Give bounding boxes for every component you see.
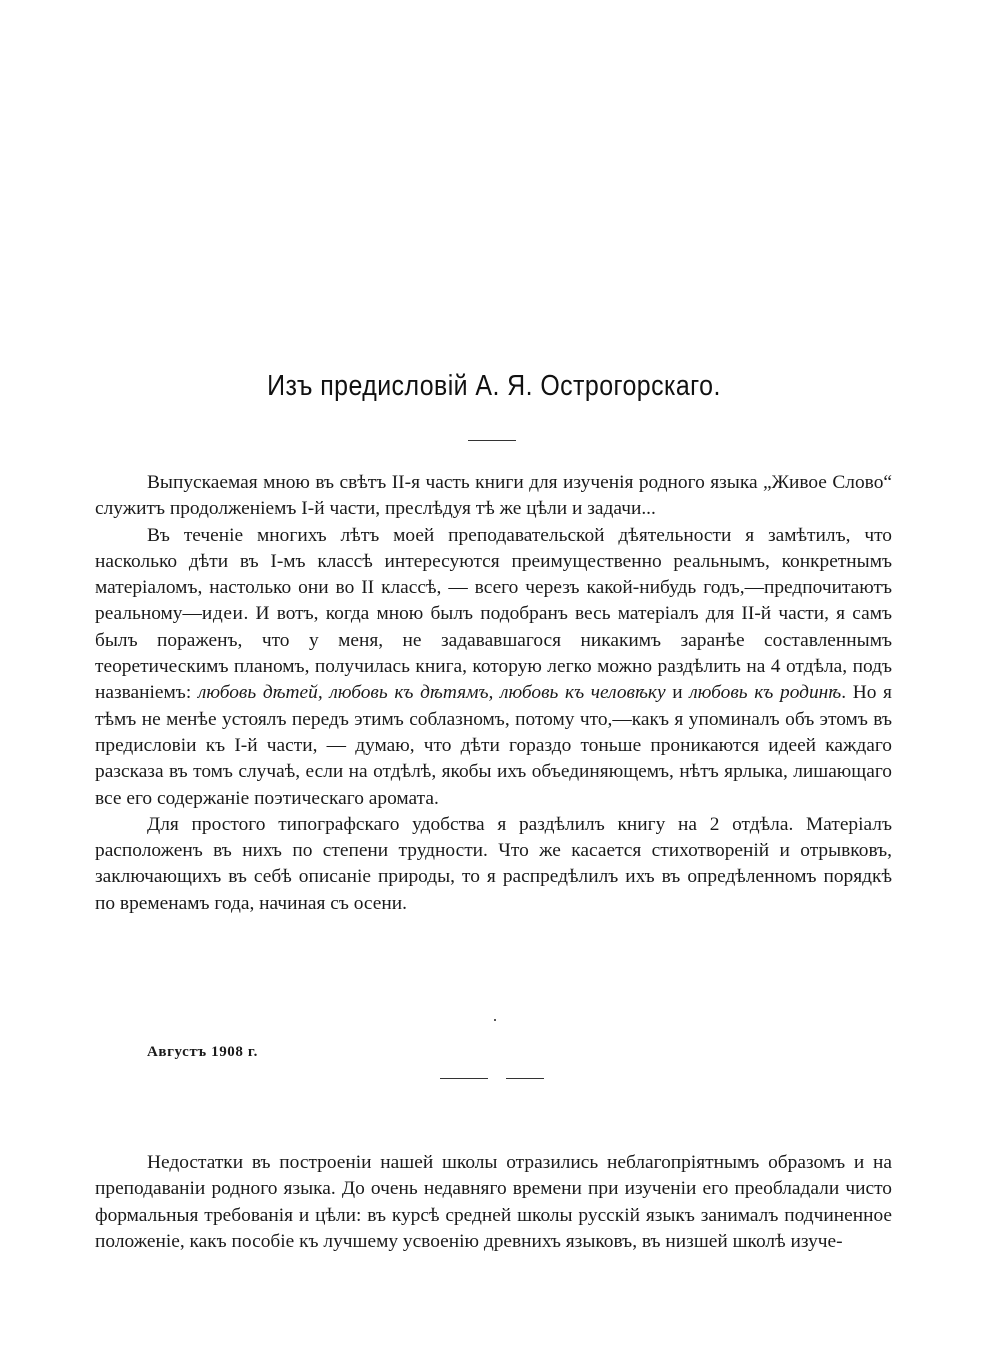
preface-paragraph-2	[95, 523, 892, 812]
date-separator-right	[506, 1078, 544, 1079]
preface-paragraph-3: Для простого типографскаго удобства я раздѣлилъ книгу на 2 отдѣла. Матеріалъ расположенъ въ нихъ по степени трудности. Что же касается стихотвореній и отрывковъ, заключающихъ въ себѣ описаніе природы, то я распредѣлилъ ихъ въ опредѣленномъ порядкѣ по временамъ года, начиная съ осени.	[95, 813, 892, 914]
preface-text	[95, 470, 892, 917]
preface-paragraph-1: Выпускаемая мною въ свѣтъ II-я часть книги для изученія родного языка „Живое Слово“ служитъ продолженіемъ I-й части, преслѣдуя тѣ же цѣли и задачи...	[95, 472, 892, 520]
preface-paragraph-2-part-b: . И вотъ, когда мною былъ подобранъ весь матеріалъ для II-й части, я самъ былъ пораженъ, что у меня, не задававшагося никакимъ заранѣе составленнымъ теоретическимъ планомъ, получилась книга, которую легко можно раздѣлить на 4 отдѣла, подъ названіемъ:	[95, 603, 892, 704]
second-preface-paragraph-1: Недостатки въ построеніи нашей школы отразились неблагопріятнымъ образомъ и на преподаваніи родного языка. До очень недавняго времени при изученіи его преобладали чисто формальныя требованія и цѣли: въ курсѣ средней школы русскій языкъ занималъ подчиненное положеніе, какъ пособіе къ лучшему усвоенію древнихъ языковъ, въ низшей школѣ изуче-	[95, 1152, 892, 1252]
preface-paragraph-2-part-c: . Но я тѣмъ не менѣе устоялъ передъ этимъ соблазномъ, потому что,—какъ я упоминалъ объ этомъ въ предисловіи къ I-й части, — думаю, что дѣти гораздо тоньше проникаются идеей каждаго разсказа въ томъ случаѣ, если на отдѣлѣ, якобы ихъ объединяющемъ, нѣтъ ярлыка, лишающаго все его содержаніе поэтическаго аромата.	[95, 682, 892, 809]
italic-section-names: любовь дѣтей, любовь къ дѣтямъ, любовь къ человѣку	[197, 682, 666, 704]
preface-date: Августъ 1908 г.	[147, 1044, 258, 1060]
emphasis-idei: идеи	[201, 603, 244, 625]
section-title: Изъ предисловій А. Я. Острогорскаго.	[267, 370, 721, 402]
italic-love-homeland: любовь къ родинѣ	[689, 682, 842, 704]
date-separator-left	[440, 1078, 488, 1079]
preface-paragraph-2-part-a: Въ теченіе многихъ лѣтъ моей преподавательской дѣятельности я замѣтилъ, что насколько дѣти въ I-мъ классѣ интересуются преимущественно реальнымъ, конкретнымъ матеріаломъ, настолько они во II классѣ, — всего черезъ какой-нибудь годъ,—предпочитаютъ реальному—	[95, 524, 892, 625]
preface-paragraph-2-and: и	[665, 682, 690, 704]
title-separator	[468, 440, 516, 441]
print-speck	[494, 1019, 496, 1021]
second-preface-text	[95, 1150, 892, 1255]
